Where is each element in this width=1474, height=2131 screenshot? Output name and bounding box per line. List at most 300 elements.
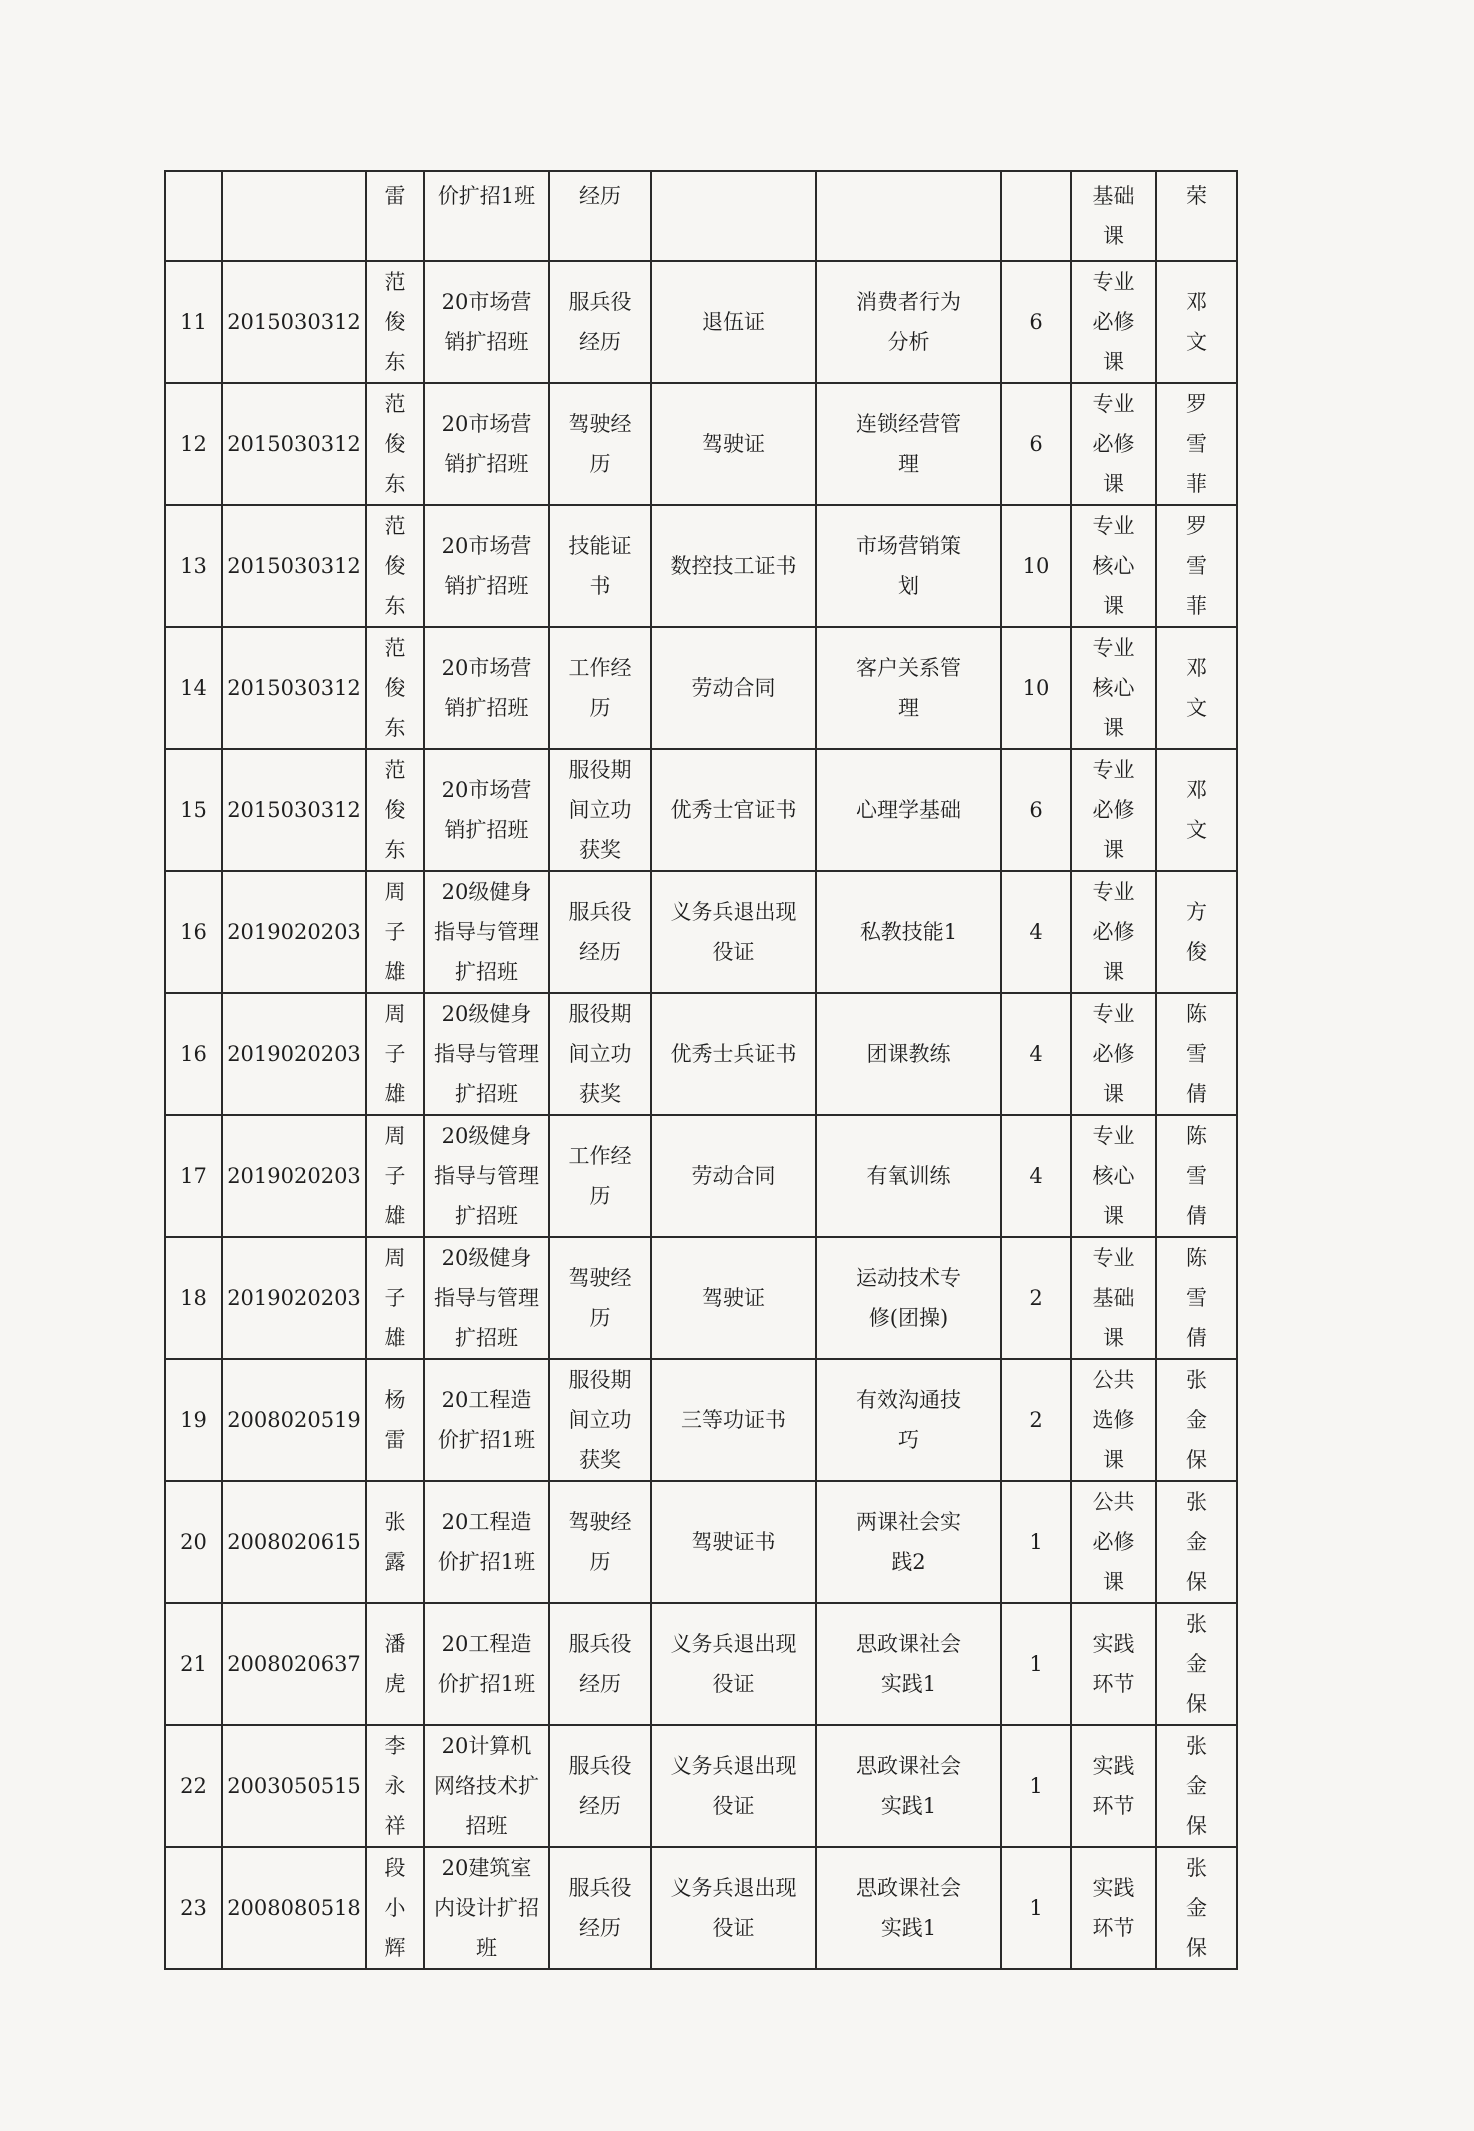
cell-text: 2008020519 [227, 1408, 361, 1432]
cell-text: 基础课 [1092, 184, 1135, 248]
table-row [165, 749, 1237, 871]
course-cell [816, 1725, 1001, 1847]
cell-text: 有效沟通技巧 [856, 1388, 961, 1452]
cell-text: 2008020637 [227, 1652, 361, 1676]
seq-cell [165, 1725, 222, 1847]
cell-text: 18 [180, 1286, 207, 1310]
class-cell [424, 1481, 549, 1603]
credit-cell [1001, 1603, 1071, 1725]
cell-text: 20级健身指导与管理扩招班 [434, 1002, 539, 1106]
cell-text: 范俊东 [384, 514, 406, 618]
cell-text: 范俊东 [384, 758, 406, 862]
cell-text: 杨雷 [384, 1388, 406, 1452]
cell-text: 20市场营销扩招班 [441, 412, 532, 476]
experience-type-cell [549, 871, 651, 993]
class-cell [424, 1603, 549, 1725]
cell-text: 范俊东 [384, 636, 406, 740]
cell-text: 张金保 [1185, 1856, 1207, 1960]
experience-type-cell [549, 993, 651, 1115]
student-id-cell [222, 871, 366, 993]
proof-cell [651, 627, 816, 749]
class-cell [424, 1237, 549, 1359]
head-experience-type-cell [549, 171, 651, 261]
cell-text: 张金保 [1185, 1612, 1207, 1716]
credit-cell [1001, 993, 1071, 1115]
credit-cell [1001, 1725, 1071, 1847]
cell-text: 专业必修课 [1092, 392, 1135, 496]
teacher-cell [1156, 627, 1237, 749]
class-cell [424, 993, 549, 1115]
cell-text: 2019020203 [227, 1164, 361, 1188]
table-row [165, 1237, 1237, 1359]
cell-text: 思政课社会实践1 [856, 1876, 961, 1940]
cell-text: 团课教练 [866, 1042, 951, 1066]
cell-text: 2015030312 [227, 798, 361, 822]
table-row [165, 1847, 1237, 1969]
course-type-cell [1071, 1115, 1156, 1237]
cell-text: 21 [180, 1652, 207, 1676]
head-seq-cell [165, 171, 222, 261]
cell-text: 10 [1022, 676, 1050, 700]
cell-text: 客户关系管理 [856, 656, 961, 720]
seq-cell [165, 261, 222, 383]
table-body [165, 171, 1237, 1969]
cell-text: 4 [1029, 1042, 1043, 1066]
course-cell [816, 993, 1001, 1115]
cell-text: 20市场营销扩招班 [441, 656, 532, 720]
cell-text: 专业必修课 [1092, 758, 1135, 862]
cell-text: 两课社会实践2 [856, 1510, 961, 1574]
cell-text: 价扩招1班 [437, 184, 536, 208]
experience-type-cell [549, 627, 651, 749]
cell-text: 张金保 [1185, 1734, 1207, 1838]
course-cell [816, 749, 1001, 871]
teacher-cell [1156, 1603, 1237, 1725]
cell-text: 2019020203 [227, 1042, 361, 1066]
cell-text: 思政课社会实践1 [856, 1632, 961, 1696]
cell-text: 陈雪倩 [1185, 1124, 1207, 1228]
table-row [165, 261, 1237, 383]
cell-text: 优秀士官证书 [670, 798, 797, 822]
head-teacher-cell [1156, 171, 1237, 261]
cell-text: 义务兵退出现役证 [670, 1876, 797, 1940]
table-row [165, 627, 1237, 749]
class-cell [424, 505, 549, 627]
course-type-cell [1071, 1481, 1156, 1603]
cell-text: 服兵役经历 [568, 900, 632, 964]
credit-cell [1001, 505, 1071, 627]
cell-text: 10 [1022, 554, 1050, 578]
table-row [165, 1115, 1237, 1237]
cell-text: 1 [1029, 1774, 1043, 1798]
teacher-cell [1156, 1115, 1237, 1237]
cell-text: 邓文 [1185, 290, 1207, 354]
cell-text: 罗雪菲 [1185, 392, 1207, 496]
cell-text: 专业必修课 [1092, 880, 1135, 984]
proof-cell [651, 749, 816, 871]
class-cell [424, 1847, 549, 1969]
cell-text: 20计算机网络技术扩招班 [434, 1734, 539, 1838]
cell-text: 连锁经营管理 [856, 412, 961, 476]
table-row [165, 1359, 1237, 1481]
cell-text: 私教技能1 [859, 920, 958, 944]
name-cell [366, 1481, 424, 1603]
student-id-cell [222, 1725, 366, 1847]
credit-table [164, 170, 1238, 1970]
cell-text: 2015030312 [227, 310, 361, 334]
cell-text: 市场营销策划 [856, 534, 961, 598]
course-type-cell [1071, 1847, 1156, 1969]
cell-text: 潘虎 [384, 1632, 406, 1696]
teacher-cell [1156, 505, 1237, 627]
credit-cell [1001, 1481, 1071, 1603]
cell-text: 2008020615 [227, 1530, 361, 1554]
cell-text: 2008080518 [227, 1896, 361, 1920]
cell-text: 20工程造价扩招1班 [437, 1510, 536, 1574]
cell-text: 张金保 [1185, 1490, 1207, 1594]
cell-text: 2 [1029, 1286, 1043, 1310]
teacher-cell [1156, 993, 1237, 1115]
seq-cell [165, 627, 222, 749]
experience-type-cell [549, 1603, 651, 1725]
class-cell [424, 749, 549, 871]
name-cell [366, 1725, 424, 1847]
cell-text: 专业必修课 [1092, 1002, 1135, 1106]
teacher-cell [1156, 871, 1237, 993]
proof-cell [651, 261, 816, 383]
credit-cell [1001, 1359, 1071, 1481]
table-row [165, 1725, 1237, 1847]
cell-text: 1 [1029, 1896, 1043, 1920]
name-cell [366, 993, 424, 1115]
cell-text: 20 [180, 1530, 207, 1554]
seq-cell [165, 993, 222, 1115]
experience-type-cell [549, 1237, 651, 1359]
head-name-cell [366, 171, 424, 261]
teacher-cell [1156, 1237, 1237, 1359]
course-cell [816, 1237, 1001, 1359]
table-row [165, 871, 1237, 993]
cell-text: 2019020203 [227, 920, 361, 944]
cell-text: 服役期间立功获奖 [568, 758, 632, 862]
cell-text: 运动技术专修(团操) [856, 1266, 961, 1330]
name-cell [366, 1237, 424, 1359]
cell-text: 4 [1029, 920, 1043, 944]
cell-text: 16 [180, 920, 207, 944]
name-cell [366, 261, 424, 383]
seq-cell [165, 871, 222, 993]
table-row [165, 1481, 1237, 1603]
seq-cell [165, 749, 222, 871]
experience-type-cell [549, 505, 651, 627]
course-cell [816, 261, 1001, 383]
cell-text: 义务兵退出现役证 [670, 900, 797, 964]
table-row [165, 505, 1237, 627]
cell-text: 服役期间立功获奖 [568, 1368, 632, 1472]
experience-type-cell [549, 1725, 651, 1847]
cell-text: 劳动合同 [691, 676, 776, 700]
proof-cell [651, 1725, 816, 1847]
name-cell [366, 627, 424, 749]
cell-text: 20建筑室内设计扩招班 [434, 1856, 539, 1960]
course-cell [816, 1847, 1001, 1969]
cell-text: 6 [1029, 310, 1043, 334]
cell-text: 驾驶经历 [568, 412, 632, 476]
teacher-cell [1156, 1847, 1237, 1969]
cell-text: 消费者行为分析 [856, 290, 961, 354]
cell-text: 劳动合同 [691, 1164, 776, 1188]
cell-text: 15 [180, 798, 207, 822]
cell-text: 20市场营销扩招班 [441, 290, 532, 354]
cell-text: 14 [180, 676, 207, 700]
course-cell [816, 1481, 1001, 1603]
teacher-cell [1156, 1359, 1237, 1481]
cell-text: 服兵役经历 [568, 1754, 632, 1818]
name-cell [366, 383, 424, 505]
course-type-cell [1071, 749, 1156, 871]
class-cell [424, 383, 549, 505]
course-cell [816, 871, 1001, 993]
course-type-cell [1071, 993, 1156, 1115]
cell-text: 周子雄 [384, 1124, 406, 1228]
course-type-cell [1071, 1359, 1156, 1481]
experience-type-cell [549, 383, 651, 505]
cell-text: 20市场营销扩招班 [441, 778, 532, 842]
proof-cell [651, 1847, 816, 1969]
course-cell [816, 1115, 1001, 1237]
proof-cell [651, 871, 816, 993]
cell-text: 工作经历 [568, 1144, 632, 1208]
cell-text: 数控技工证书 [670, 554, 797, 578]
seq-cell [165, 1237, 222, 1359]
cell-text: 驾驶经历 [568, 1266, 632, 1330]
cell-text: 4 [1029, 1164, 1043, 1188]
cell-text: 20市场营销扩招班 [441, 534, 532, 598]
cell-text: 退伍证 [702, 310, 765, 334]
cell-text: 专业必修课 [1092, 270, 1135, 374]
cell-text: 周子雄 [384, 1246, 406, 1350]
head-proof-cell [651, 171, 816, 261]
cell-text: 范俊东 [384, 270, 406, 374]
cell-text: 三等功证书 [681, 1408, 786, 1432]
cell-text: 有氧训练 [866, 1164, 951, 1188]
credit-cell [1001, 1847, 1071, 1969]
proof-cell [651, 1603, 816, 1725]
credit-cell [1001, 1237, 1071, 1359]
cell-text: 技能证书 [568, 534, 632, 598]
cell-text: 专业核心课 [1092, 1124, 1135, 1228]
cell-text: 周子雄 [384, 880, 406, 984]
cell-text: 17 [180, 1164, 207, 1188]
cell-text: 20级健身指导与管理扩招班 [434, 880, 539, 984]
student-id-cell [222, 1481, 366, 1603]
head-course-cell [816, 171, 1001, 261]
seq-cell [165, 1115, 222, 1237]
cell-text: 思政课社会实践1 [856, 1754, 961, 1818]
credit-cell [1001, 383, 1071, 505]
course-cell [816, 1359, 1001, 1481]
course-type-cell [1071, 871, 1156, 993]
class-cell [424, 1725, 549, 1847]
teacher-cell [1156, 749, 1237, 871]
proof-cell [651, 383, 816, 505]
cell-text: 荣 [1185, 184, 1207, 208]
cell-text: 周子雄 [384, 1002, 406, 1106]
student-id-cell [222, 749, 366, 871]
name-cell [366, 1603, 424, 1725]
head-student-id-cell [222, 171, 366, 261]
experience-type-cell [549, 261, 651, 383]
seq-cell [165, 1481, 222, 1603]
seq-cell [165, 1603, 222, 1725]
course-cell [816, 505, 1001, 627]
cell-text: 6 [1029, 432, 1043, 456]
cell-text: 20工程造价扩招1班 [437, 1388, 536, 1452]
cell-text: 工作经历 [568, 656, 632, 720]
class-cell [424, 871, 549, 993]
cell-text: 优秀士兵证书 [670, 1042, 797, 1066]
cell-text: 方俊 [1185, 900, 1207, 964]
cell-text: 实践环节 [1092, 1876, 1135, 1940]
cell-text: 公共必修课 [1092, 1490, 1135, 1594]
cell-text: 陈雪倩 [1185, 1002, 1207, 1106]
cell-text: 服役期间立功获奖 [568, 1002, 632, 1106]
cell-text: 22 [180, 1774, 207, 1798]
proof-cell [651, 1481, 816, 1603]
student-id-cell [222, 1359, 366, 1481]
name-cell [366, 749, 424, 871]
student-id-cell [222, 1237, 366, 1359]
cell-text: 专业核心课 [1092, 636, 1135, 740]
cell-text: 范俊东 [384, 392, 406, 496]
cell-text: 驾驶经历 [568, 1510, 632, 1574]
cell-text: 23 [180, 1896, 207, 1920]
credit-cell [1001, 1115, 1071, 1237]
experience-type-cell [549, 1115, 651, 1237]
credit-cell [1001, 261, 1071, 383]
proof-cell [651, 1115, 816, 1237]
student-id-cell [222, 627, 366, 749]
cell-text: 罗雪菲 [1185, 514, 1207, 618]
table-row [165, 1603, 1237, 1725]
course-cell [816, 627, 1001, 749]
cell-text: 2015030312 [227, 676, 361, 700]
cell-text: 2015030312 [227, 432, 361, 456]
cell-text: 实践环节 [1092, 1632, 1135, 1696]
proof-cell [651, 1359, 816, 1481]
cell-text: 邓文 [1185, 656, 1207, 720]
cell-text: 陈雪倩 [1185, 1246, 1207, 1350]
seq-cell [165, 383, 222, 505]
teacher-cell [1156, 383, 1237, 505]
course-cell [816, 383, 1001, 505]
seq-cell [165, 505, 222, 627]
student-id-cell [222, 383, 366, 505]
head-class-cell [424, 171, 549, 261]
proof-cell [651, 993, 816, 1115]
course-type-cell [1071, 627, 1156, 749]
credit-cell [1001, 627, 1071, 749]
class-cell [424, 1115, 549, 1237]
cell-text: 专业基础课 [1092, 1246, 1135, 1350]
cell-text: 12 [180, 432, 207, 456]
cell-text: 心理学基础 [856, 798, 961, 822]
class-cell [424, 1359, 549, 1481]
course-type-cell [1071, 383, 1156, 505]
cell-text: 11 [180, 310, 207, 334]
name-cell [366, 1847, 424, 1969]
experience-type-cell [549, 749, 651, 871]
cell-text: 李永祥 [384, 1734, 406, 1838]
name-cell [366, 871, 424, 993]
cell-text: 邓文 [1185, 778, 1207, 842]
head-credit-cell [1001, 171, 1071, 261]
cell-text: 19 [180, 1408, 207, 1432]
name-cell [366, 505, 424, 627]
cell-text: 义务兵退出现役证 [670, 1754, 797, 1818]
student-id-cell [222, 261, 366, 383]
table-row [165, 383, 1237, 505]
course-type-cell [1071, 505, 1156, 627]
cell-text: 驾驶证书 [691, 1530, 776, 1554]
course-cell [816, 1603, 1001, 1725]
cell-text: 2 [1029, 1408, 1043, 1432]
cell-text: 经历 [579, 184, 621, 208]
name-cell [366, 1115, 424, 1237]
cell-text: 1 [1029, 1652, 1043, 1676]
cell-text: 1 [1029, 1530, 1043, 1554]
teacher-cell [1156, 261, 1237, 383]
experience-type-cell [549, 1481, 651, 1603]
head-course-type-cell [1071, 171, 1156, 261]
seq-cell [165, 1359, 222, 1481]
cell-text: 20级健身指导与管理扩招班 [434, 1246, 539, 1350]
course-type-cell [1071, 1725, 1156, 1847]
cell-text: 雷 [384, 184, 406, 208]
cell-text: 张露 [384, 1510, 406, 1574]
teacher-cell [1156, 1725, 1237, 1847]
student-id-cell [222, 505, 366, 627]
cell-text: 服兵役经历 [568, 290, 632, 354]
cell-text: 服兵役经历 [568, 1876, 632, 1940]
table-head-row [165, 171, 1237, 261]
seq-cell [165, 1847, 222, 1969]
cell-text: 义务兵退出现役证 [670, 1632, 797, 1696]
name-cell [366, 1359, 424, 1481]
teacher-cell [1156, 1481, 1237, 1603]
course-type-cell [1071, 1603, 1156, 1725]
cell-text: 6 [1029, 798, 1043, 822]
course-type-cell [1071, 261, 1156, 383]
student-id-cell [222, 1115, 366, 1237]
cell-text: 实践环节 [1092, 1754, 1135, 1818]
proof-cell [651, 505, 816, 627]
cell-text: 16 [180, 1042, 207, 1066]
cell-text: 20工程造价扩招1班 [437, 1632, 536, 1696]
cell-text: 专业核心课 [1092, 514, 1135, 618]
experience-type-cell [549, 1847, 651, 1969]
cell-text: 20级健身指导与管理扩招班 [434, 1124, 539, 1228]
course-type-cell [1071, 1237, 1156, 1359]
cell-text: 13 [180, 554, 207, 578]
credit-cell [1001, 749, 1071, 871]
cell-text: 驾驶证 [702, 432, 765, 456]
student-id-cell [222, 993, 366, 1115]
cell-text: 2015030312 [227, 554, 361, 578]
cell-text: 驾驶证 [702, 1286, 765, 1310]
cell-text: 服兵役经历 [568, 1632, 632, 1696]
experience-type-cell [549, 1359, 651, 1481]
